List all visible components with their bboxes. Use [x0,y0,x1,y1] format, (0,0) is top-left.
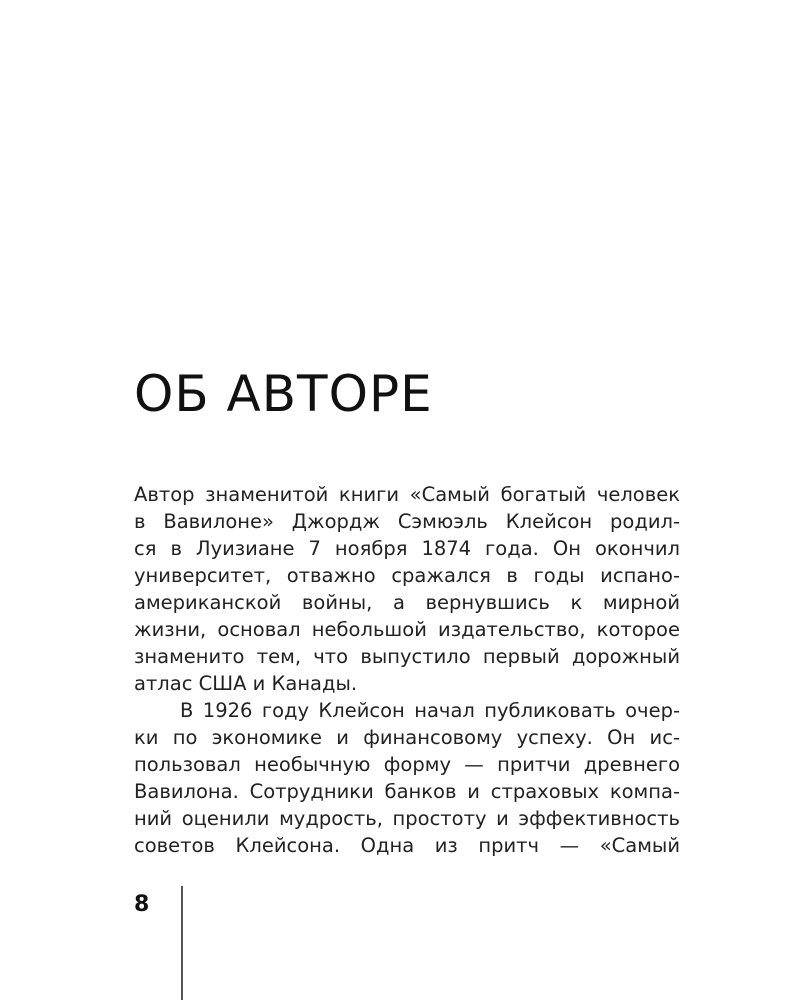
text-line: атлас США и Канады. [134,672,358,695]
footer-divider [181,886,183,1000]
text-line: ки по экономике и финансовому успеху. Он ис- [134,726,680,749]
page-title: ОБ АВТОРЕ [134,365,433,423]
text-line: ний оценили мудрость, простоту и эффективность [134,807,680,830]
body-text [134,481,680,859]
text-line: Вавилона. Сотрудники банков и страховых компа- [134,780,680,803]
text-line: Автор знаменитой книги «Самый богатый человек [134,483,680,506]
text-line: советов Клейсона. Одна из притч — «Самый [134,834,680,857]
paragraph-2 [134,697,680,859]
text-line: университет, отважно сражался в годы испано- [134,564,680,587]
text-line: жизни, основал небольшой издательство, которое [134,618,680,641]
text-line: пользовал необычную форму — притчи древнего [134,753,680,776]
text-line: американской войны, а вернувшись к мирной [134,591,680,614]
text-line: знаменито тем, что выпустило первый дорожный [134,645,680,668]
text-line: в Вавилоне» Джордж Сэмюэль Клейсон родил- [134,510,680,533]
paragraph-1 [134,481,680,697]
page-number: 8 [134,892,150,917]
text-line: ся в Луизиане 7 ноября 1874 года. Он окончил [134,537,680,560]
text-line: В 1926 году Клейсон начал публиковать очер- [180,699,680,722]
